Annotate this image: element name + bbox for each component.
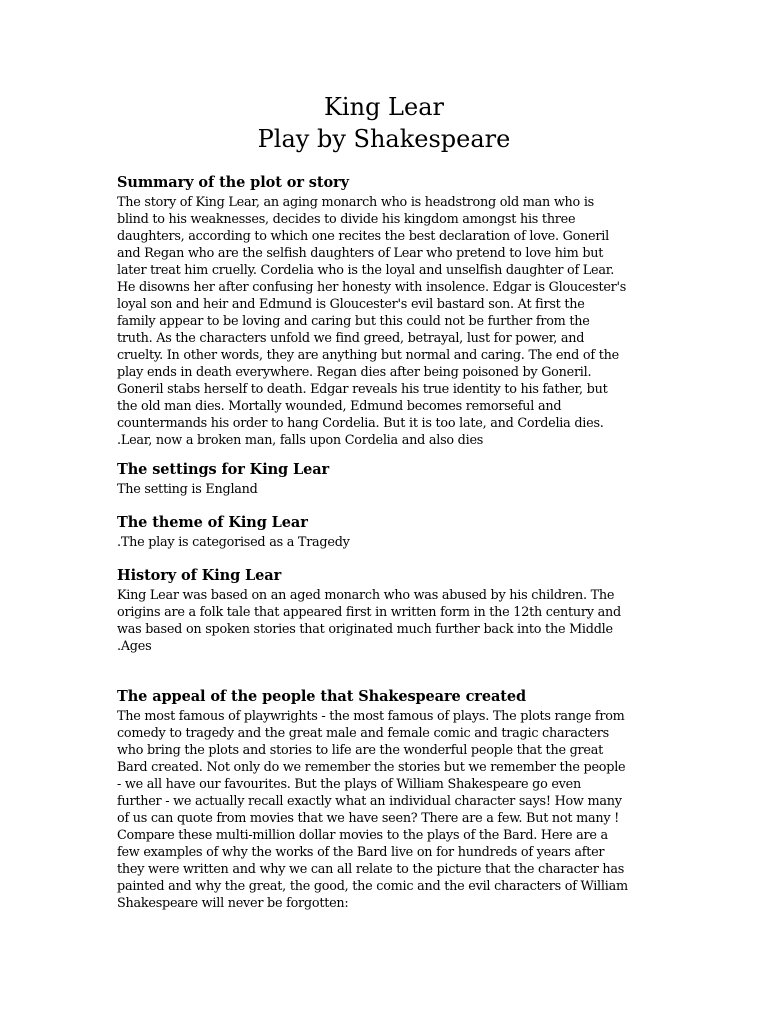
text-line: they were written and why we can all relate to the picture that the character has xyxy=(117,862,625,877)
text-line: loyal son and heir and Edmund is Gloucester's evil bastard son. At first the xyxy=(117,297,585,312)
text-line: King Lear was based on an aged monarch who was abused by his children. The xyxy=(117,588,615,603)
text-line: The most famous of playwrights - the most famous of plays. The plots range from xyxy=(117,709,625,724)
text-line: Bard created. Not only do we remember the stories but we remember the people xyxy=(117,760,626,775)
text-line: who bring the plots and stories to life are the wonderful people that the great xyxy=(117,743,603,758)
text-line: Compare these multi-million dollar movies to the plays of the Bard. Here are a xyxy=(117,828,608,843)
text-line: of us can quote from movies that we have seen? There are a few. But not many ! xyxy=(117,811,620,826)
text-line: the old man dies. Mortally wounded, Edmund becomes remorseful and xyxy=(117,399,562,414)
text-line: further - we actually recall exactly what an individual character says! How many xyxy=(117,794,622,809)
section-heading: The appeal of the people that Shakespeare created xyxy=(117,688,527,705)
section-history xyxy=(117,567,657,655)
text-line: The setting is England xyxy=(117,482,258,497)
text-line: family appear to be loving and caring but this could not be further from the xyxy=(117,314,590,329)
document-subtitle: Play by Shakespeare xyxy=(257,125,511,153)
document-title: King Lear xyxy=(324,93,444,121)
text-line: origins are a folk tale that appeared first in written form in the 12th century and xyxy=(117,605,621,620)
section-settings xyxy=(117,461,657,498)
text-line: He disowns her after confusing her honesty with insolence. Edgar is Gloucester's xyxy=(117,280,627,295)
section-body xyxy=(117,481,657,498)
section-appeal xyxy=(117,688,657,912)
section-body xyxy=(117,708,657,912)
text-line: painted and why the great, the good, the comic and the evil characters of William xyxy=(117,879,628,894)
text-line: truth. As the characters unfold we find greed, betrayal, lust for power, and xyxy=(117,331,585,346)
section-heading: The settings for King Lear xyxy=(117,461,330,478)
section-body xyxy=(117,587,657,655)
text-line: cruelty. In other words, they are anything but normal and caring. The end of the xyxy=(117,348,619,363)
section-summary xyxy=(117,174,657,449)
section-theme xyxy=(117,514,657,551)
text-line: few examples of why the works of the Bard live on for hundreds of years after xyxy=(117,845,605,860)
text-line: play ends in death everywhere. Regan dies after being poisoned by Goneril. xyxy=(117,365,592,380)
text-line: .Lear, now a broken man, falls upon Cordelia and also dies xyxy=(117,433,484,448)
text-line: .The play is categorised as a Tragedy xyxy=(117,535,350,550)
text-line: later treat him cruelly. Cordelia who is the loyal and unselfish daughter of Lear. xyxy=(117,263,615,278)
section-heading: History of King Lear xyxy=(117,567,282,584)
text-line: The story of King Lear, an aging monarch who is headstrong old man who is xyxy=(117,195,594,210)
text-line: .Ages xyxy=(117,639,152,654)
text-line: countermands his order to hang Cordelia. But it is too late, and Cordelia dies. xyxy=(117,416,604,431)
text-line: Goneril stabs herself to death. Edgar reveals his true identity to his father, but xyxy=(117,382,608,397)
text-line: - we all have our favourites. But the plays of William Shakespeare go even xyxy=(117,777,581,792)
text-line: blind to his weaknesses, decides to divide his kingdom amongst his three xyxy=(117,212,576,227)
text-line: and Regan who are the selfish daughters of Lear who pretend to love him but xyxy=(117,246,604,261)
text-line: Shakespeare will never be forgotten: xyxy=(117,896,349,911)
section-body xyxy=(117,534,657,551)
text-line: comedy to tragedy and the great male and female comic and tragic characters xyxy=(117,726,609,741)
text-line: daughters, according to which one recites the best declaration of love. Goneril xyxy=(117,229,609,244)
text-line: was based on spoken stories that originated much further back into the Middle xyxy=(117,622,613,637)
section-body xyxy=(117,194,657,449)
section-heading: The theme of King Lear xyxy=(117,514,308,531)
section-heading: Summary of the plot or story xyxy=(117,174,349,191)
